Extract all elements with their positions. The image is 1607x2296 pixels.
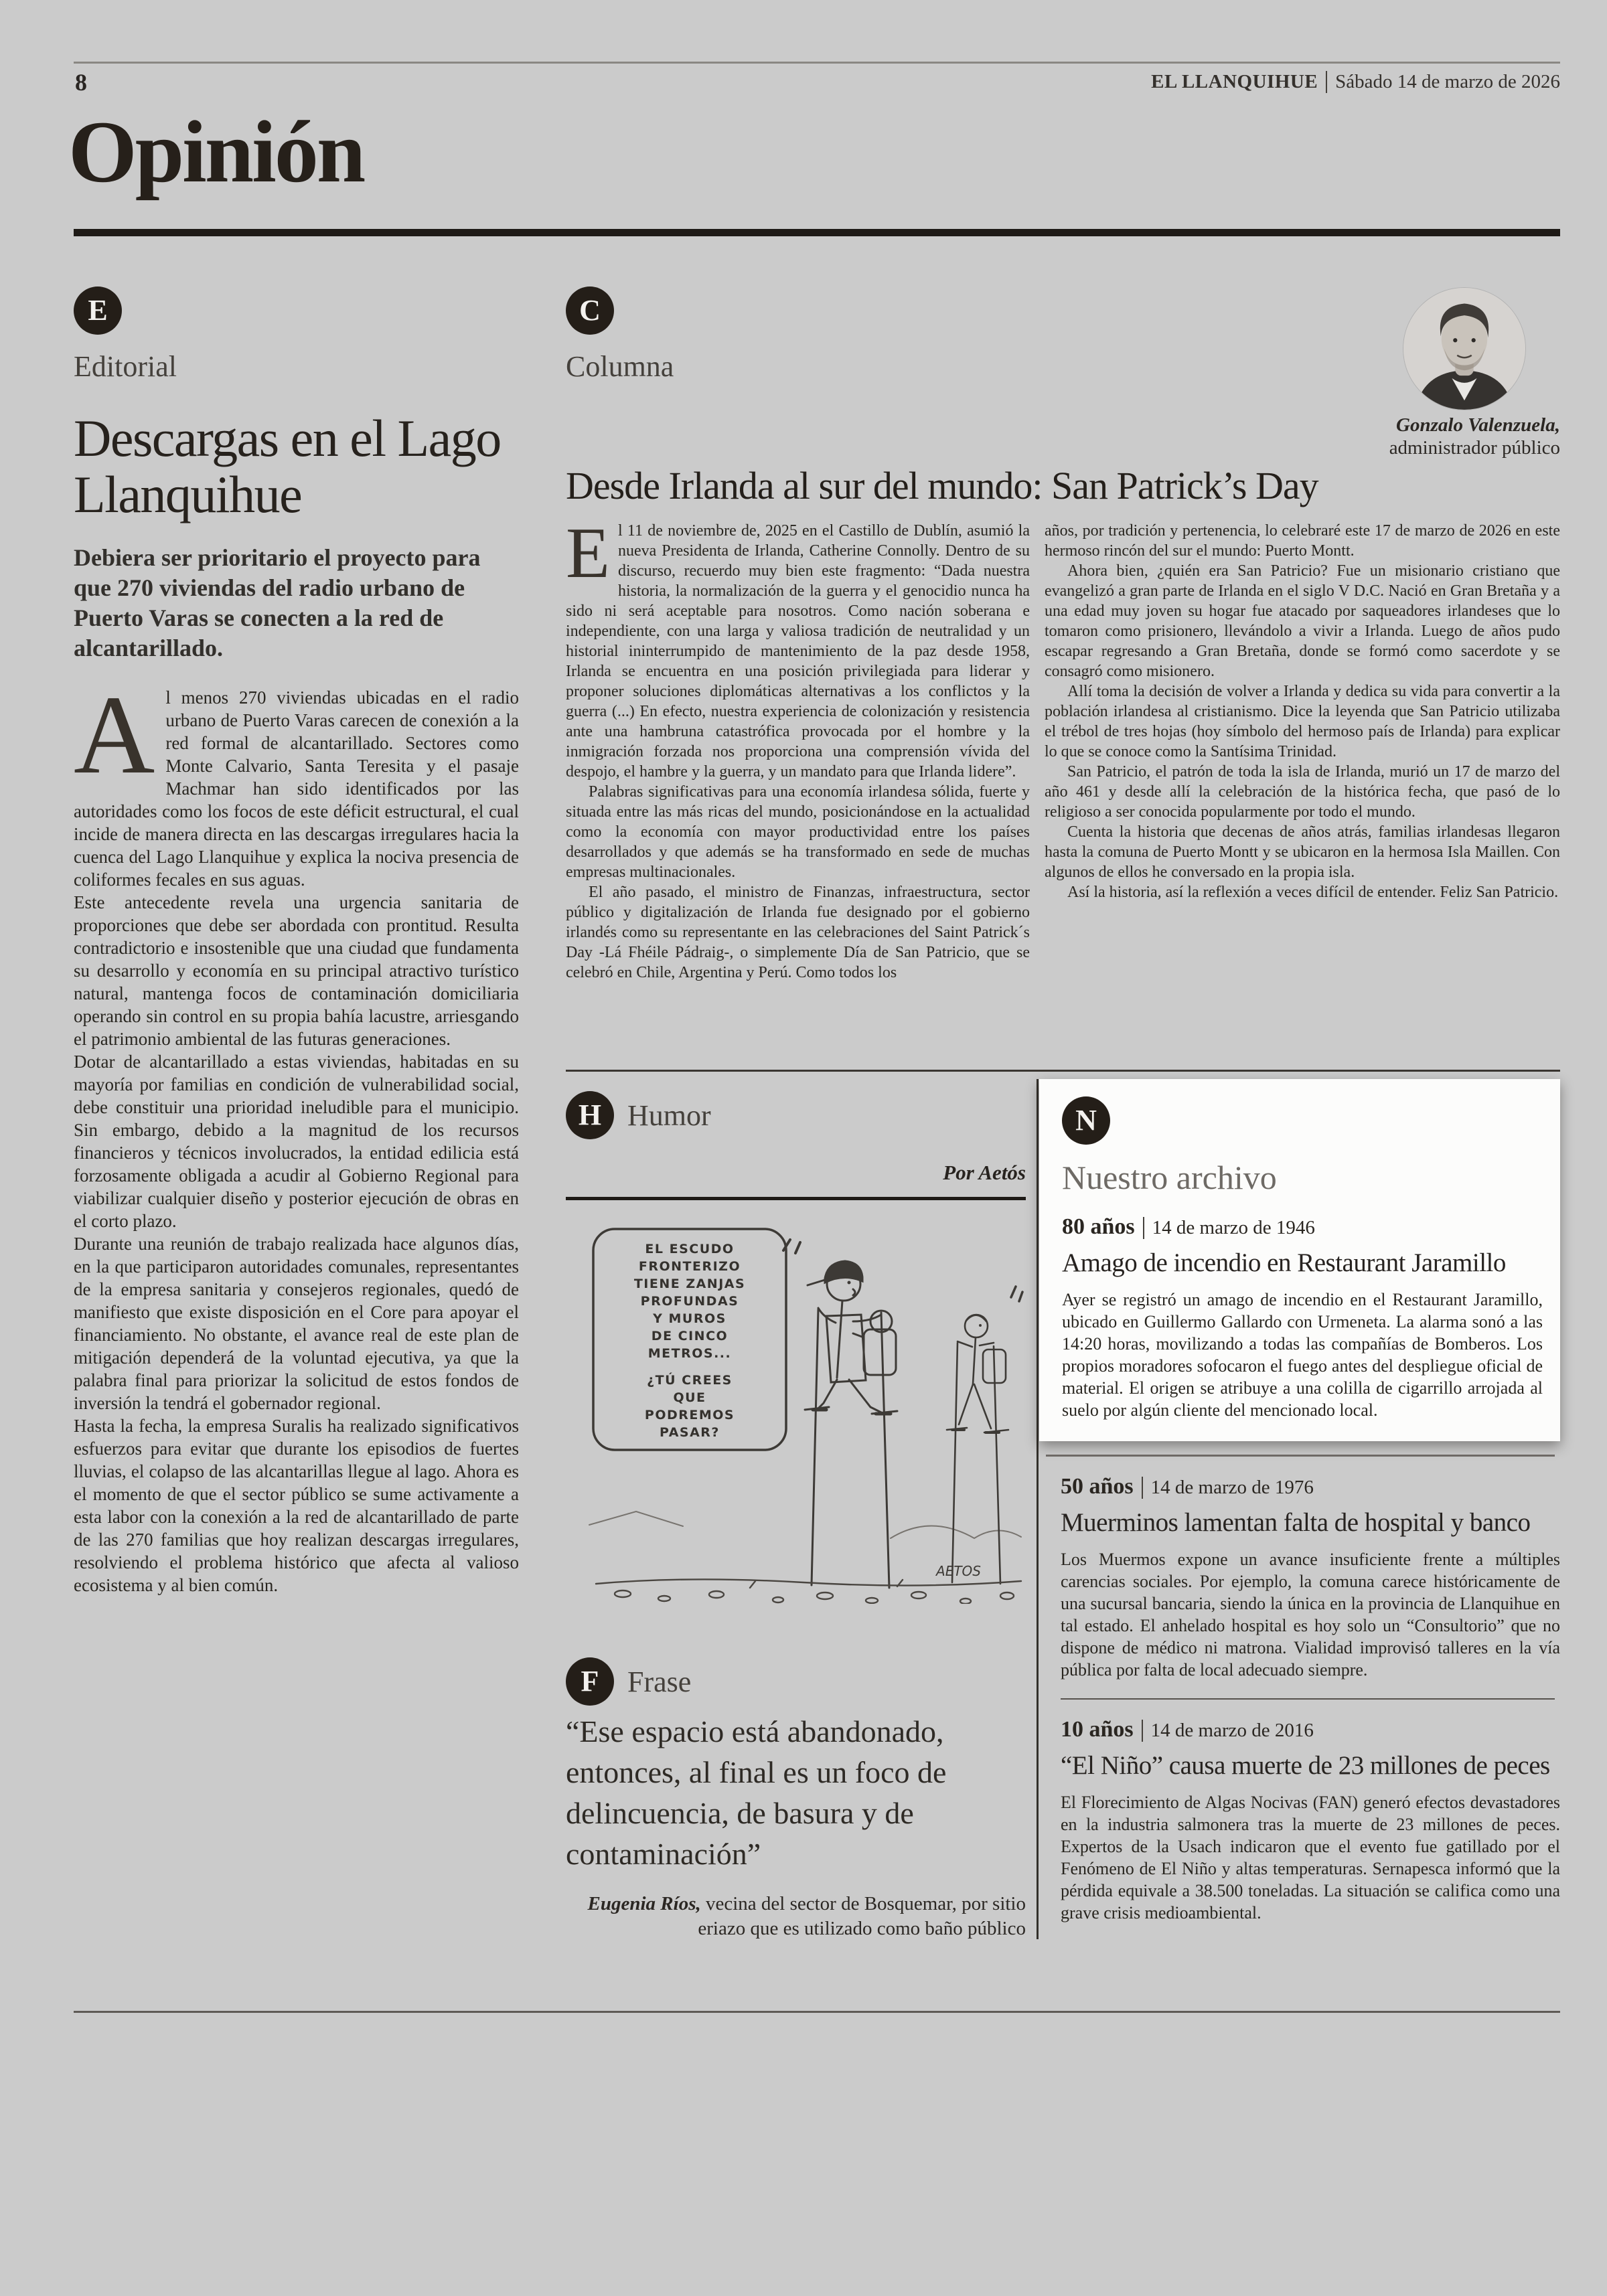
cartoonist-byline: Por Aetós	[943, 1161, 1026, 1184]
archive-entry-headline: “El Niño” causa muerte de 23 millones de peces	[1061, 1751, 1550, 1780]
bubble-text-line: TIENE ZANJAS	[633, 1277, 746, 1291]
header-rule	[74, 62, 1560, 64]
frase-section-header	[566, 1657, 691, 1706]
stilt-walker-figure	[783, 1240, 897, 1588]
humor-badge-icon: H	[566, 1091, 614, 1139]
archive-divider	[1061, 1698, 1555, 1700]
editorial-cartoon	[583, 1209, 1024, 1607]
archive-entry	[1039, 1474, 1560, 1681]
entry-date: 14 de marzo de 1976	[1142, 1477, 1314, 1499]
column-paragraph: Ahora bien, ¿quién era San Patricio? Fue un misionario cristiano que evangelizó a gran parte de Irlanda en el siglo V D.C. Nació en Gran Bretaña y a una edad muy joven su hogar fue atacado por saqueadores irlandeses que lo tomaron como prisionero, llevándolo a vivir a Irlanda. Luego de años pudo escapar regresando a Gran Bretaña, donde se formó como sacerdote y se consagró como misionero.	[1045, 562, 1560, 680]
archive-entry-headline: Amago de incendio en Restaurant Jaramillo	[1062, 1248, 1506, 1277]
bubble-text-line: FRONTERIZO	[638, 1259, 741, 1274]
column-kicker: Columna	[566, 350, 674, 383]
editorial-headline: Descargas en el Lago Llanquihue	[74, 409, 501, 524]
frase-attribution-name: Eugenia Ríos,	[587, 1893, 701, 1914]
bubble-text-line: ¿TÚ CREES	[647, 1373, 733, 1388]
column-text-left	[566, 513, 1030, 983]
archive-badge-icon: N	[1062, 1096, 1110, 1145]
columnist-caption	[1192, 414, 1560, 459]
bubble-text-line: PASAR?	[660, 1425, 720, 1440]
editorial-section	[74, 286, 519, 1596]
masthead-name: EL LLANQUIHUE	[1151, 71, 1318, 92]
archive-entry	[1039, 1717, 1560, 1924]
column-paragraph: Allí toma la decisión de volver a Irlanda y dedica su vida para convertir a la población irlandesa al cristianismo. Dice la leyenda que San Patricio utilizaba el trébol de tres hojas (hoy símbolo del hermoso país de Irlanda) para explicar lo que se conoce como la Santísima Trinidad.	[1045, 683, 1560, 760]
column-badge-icon: C	[566, 286, 614, 335]
column-paragraph: Cuenta la historia que decenas de años atrás, familias irlandesas llegaron hasta la comuna de Puerto Montt y se ubicaron en la hermosa Isla Maillen. Con algunos de ellos he conversado en la propia isla.	[1045, 823, 1560, 881]
column-paragraph: El año pasado, el ministro de Finanzas, infraestructura, sector público y digitalización de Irlanda fue designado por el gobierno irlandés como su representante en las celebraciones del Saint Patrick´s Day -Lá Fhéile Pádraig-, o simplemente Día de San Patricio, que se celebró en Chile, Argentina y Perú. Como todos los	[566, 884, 1030, 981]
editorial-paragraph: Dotar de alcantarillado a estas viviendas, habitadas en su mayoría por familias en condición de vulnerabilidad social, debe constituir una prioridad ineludible para el municipio. Sin embargo, debido a la magnitud de los recursos financieros y técnicos involucrados, la entidad edilicia está forzosamente obligada a acudir al Gobierno Regional para viabilizar cualquier diseño y posterior ejecución de obras en el corto plazo.	[74, 1052, 519, 1232]
columnist-photo	[1403, 288, 1525, 410]
cartoon-ground	[596, 1579, 1021, 1604]
section-title: Opinión	[68, 102, 364, 201]
column-section-header	[566, 286, 674, 384]
bubble-text-line: PODREMOS	[644, 1408, 735, 1422]
archive-divider	[1046, 1455, 1555, 1457]
column-divider	[1037, 1079, 1039, 1939]
archive-title: Nuestro archivo	[1062, 1159, 1277, 1196]
editorial-paragraph: Al menos 270 viviendas ubicadas en el radio urbano de Puerto Varas carecen de conexión a la red formal de alcantarillado. Sectores como Monte Calvario, Santa Teresita y el pasaje Machmar han sido identificados por las autoridades como los focos de este déficit estructural, el cual incide de manera directa en las descargas irregulares hacia la cuenca del Lago Llanquihue y explica la nociva presencia de coliformes fecales en sus aguas.	[74, 673, 519, 890]
archive-highlight-box	[1039, 1079, 1560, 1441]
entry-date: 14 de marzo de 1946	[1143, 1217, 1315, 1239]
archive-entry-meta	[1061, 1474, 1560, 1499]
editorial-badge-icon: E	[74, 286, 122, 335]
section-rule	[74, 229, 1560, 236]
frase-quote: “Ese espacio está abandonado, entonces, al final es un foco de delincuencia, de basura y de contaminación”	[566, 1714, 947, 1871]
masthead-date: Sábado 14 de marzo de 2026	[1326, 71, 1560, 93]
humor-kicker: Humor	[627, 1098, 711, 1132]
footer-rule	[74, 2011, 1560, 2013]
editorial-kicker: Editorial	[74, 350, 177, 383]
frase-kicker: Frase	[627, 1665, 692, 1698]
archive-entry-body: Los Muermos expone un avance insuficiente frente a múltiples carencias sociales. Por ejemplo, la comuna carece históricamente de una sucursal bancaria, siendo la única en la provincia de Llanquihue en tal estado. El anhelado hospital es hoy solo un “Consultorio” que no dispone de médico ni matrona. Vialidad improvisó talleres en la vía pública por falta de local adecuado siempre.	[1061, 1550, 1560, 1679]
entry-age: 50 años	[1061, 1474, 1134, 1499]
frase-attribution-text: vecina del sector de Bosquemar, por sitio eriazo que es utilizado como baño público	[698, 1893, 1026, 1939]
archive-entry-body: Ayer se registró un amago de incendio en el Restaurant Jaramillo, ubicado en Guillermo Gallardo con Urmeneta. La alarma sonó a las 14:20 horas, movilizando a todas las compañías de Bomberos. Los propios moradores sofocaron el fuego antes del despliegue oficial de material. El origen se atribuye a una colilla de cigarrillo arrojada al suelo por algún cliente del mencionado local.	[1062, 1290, 1543, 1420]
editorial-subhead: Debiera ser prioritario el proyecto para que 270 viviendas del radio urbano de Puerto Varas se conecten a la red de alcantarillado.	[74, 544, 481, 662]
editorial-paragraph: Este antecedente revela una urgencia sanitaria de proporciones que debe ser abordada con prontitud. Resulta contradictorio e insostenible que una ciudad que fundamenta su desarrollo y economía en su principal atractivo turístico natural, mantenga focos de contaminación domiciliaria operando sin control en su propia bahía lacustre, arriesgando el patrimonio ambiental de las futuras generaciones.	[74, 892, 519, 1050]
humor-top-rule	[566, 1070, 1560, 1072]
archive-section	[1039, 1079, 1560, 1924]
editorial-paragraph: Hasta la fecha, la empresa Suralis ha realizado significativos esfuerzos para evitar que durante los episodios de fuertes lluvias, el colapso de las alcantarillas llegue al lago. Ahora es el momento de que el sector público se sume activamente a esta labor con la conexión a la red de alcantarillado de parte de las 270 familias que hoy realizan descargas irregulares, resolviendo el problema histórico que afecta al valioso ecosistema y al bien común.	[74, 1416, 519, 1596]
editorial-paragraph: Durante una reunión de trabajo realizada hace algunos días, en la que participaron autoridades comunales, representantes de la empresa sanitaria y consejeros regionales, quedó de manifiesto que existe disposición en el Core para apoyar el financiamiento. No obstante, el avance real de este plan de mitigación dependerá de la voluntad ejecutiva, ya que la palabra final para priorizar la solicitud de estos fondos de inversión la tendrá el gobernador regional.	[74, 1234, 519, 1414]
page-number: 8	[75, 69, 87, 96]
column-paragraph: años, por tradición y pertenencia, lo celebraré este 17 de marzo de 2026 en este hermoso rincón del sur el mundo: Puerto Montt.	[1045, 522, 1560, 560]
cartoon-signature: AETOS	[936, 1563, 981, 1579]
entry-age: 80 años	[1062, 1214, 1135, 1239]
columnist-role: administrador público	[1389, 437, 1560, 459]
column-headline: Desde Irlanda al sur del mundo: San Patrick’s Day	[566, 464, 1318, 507]
column-paragraph: Así la historia, así la reflexión a veces difícil de entender. Feliz San Patricio.	[1067, 884, 1559, 901]
bubble-text-line: QUE	[673, 1390, 706, 1405]
archive-entry-body: El Florecimiento de Algas Nocivas (FAN) generó efectos devastadores en la industria salmonera tras la muerte de 23 millones de peces. Expertos de la Usach indicaron que el evento fue gatillado por el Fenómeno de El Niño y altas temperaturas. Sernapesca informó que la pérdida equivale a 38.500 toneladas. La situación se califica como una grave crisis medioambiental.	[1061, 1793, 1560, 1922]
column-paragraph: El 11 de noviembre de, 2025 en el Castillo de Dublín, asumió la nueva Presidenta de Irlanda, Catherine Connolly. Dentro de su discurso, recuerdo muy bien este fragmento: “Dada nuestra historia, la normalización de la guerra y el genocidio nunca ha sido ni será aceptable para nosotros. Como nación soberana e independiente, con una larga y valiosa tradición de neutralidad y un historial ininterrumpido de mantenimiento de la paz desde 1958, Irlanda se encuentra en una posición privilegiada para liderar y proponer soluciones diplomáticas alternativas a los conflictos y la guerra (...) En efecto, nuestra experiencia de colonización y resistencia ante una hambruna catastrófica provocada por el hombre y la inmigración forzada nos proporciona una comprensión vívida del despojo, el hambre y la guerra, y un mandato para que Irlanda lidere”.	[566, 513, 1030, 781]
column-text-right	[1045, 521, 1560, 902]
column-paragraph: Palabras significativas para una economía irlandesa sólida, fuerte y situada entre las más ricas del mundo, posicionándose en la actualidad como la economía con mayor productividad entre los países desarrollados y que además se ha transformado en sede de muchas empresas multinacionales.	[566, 783, 1030, 881]
bubble-text-line: PROFUNDAS	[640, 1294, 739, 1309]
archive-entry-headline: Muerminos lamentan falta de hospital y banco	[1061, 1508, 1531, 1537]
columnist-name: Gonzalo Valenzuela,	[1396, 414, 1560, 436]
bubble-text-line: EL ESCUDO	[645, 1242, 735, 1256]
columnist-portrait-icon	[1403, 288, 1525, 410]
bubble-text-line: METROS...	[647, 1346, 732, 1361]
column-paragraph: San Patricio, el patrón de toda la isla de Irlanda, murió un 17 de marzo del año 461 y desde allí la celebración de la histórica fecha, que pasó de lo religioso a ser conocida popularmente por todo el mundo.	[1045, 763, 1560, 821]
humor-thick-rule	[566, 1197, 1026, 1200]
humor-section-header	[566, 1091, 711, 1139]
frase-attribution	[566, 1892, 1026, 1941]
bubble-text-line: DE CINCO	[651, 1329, 729, 1343]
child-stilt-figure	[947, 1287, 1022, 1584]
bubble-text-line: Y MUROS	[653, 1311, 726, 1326]
entry-age: 10 años	[1061, 1717, 1134, 1742]
entry-date: 14 de marzo de 2016	[1142, 1720, 1314, 1742]
archive-entry-meta	[1062, 1214, 1543, 1240]
frase-badge-icon: F	[566, 1657, 614, 1706]
archive-entry-meta	[1061, 1717, 1560, 1742]
editorial-body	[74, 673, 519, 1596]
masthead	[1151, 71, 1560, 93]
